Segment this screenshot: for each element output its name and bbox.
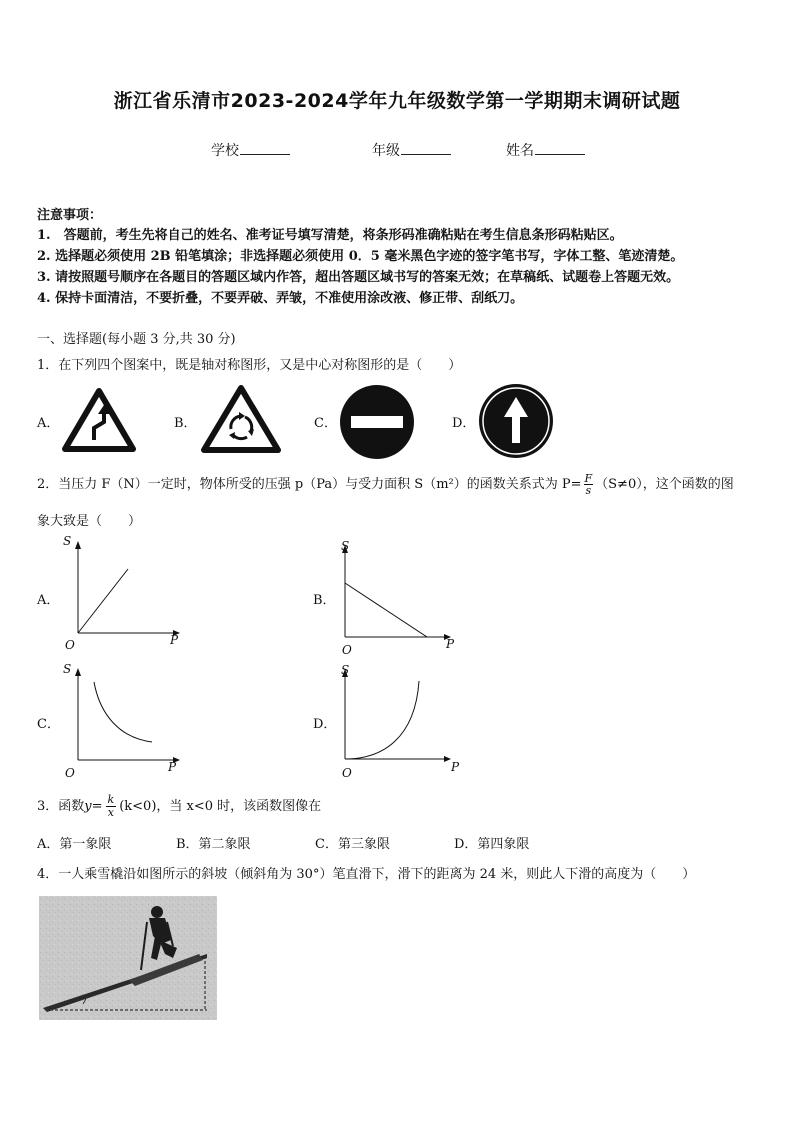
- q1-option-c: C．: [314, 416, 337, 431]
- q2-text-after: （S≠0），这个函数的图: [595, 477, 734, 492]
- q2-option-c: C．: [37, 717, 60, 732]
- notice-item-1: 1. 答题前，考生先将自己的姓名、准考证号填写清楚，将条形码准确粘贴在考生信息条形码粘贴区。: [37, 228, 623, 243]
- q2-line1: [37, 473, 734, 496]
- name-blank[interactable]: [535, 140, 585, 155]
- grade-label: 年级: [372, 143, 400, 159]
- grade-blank[interactable]: [401, 140, 451, 155]
- q2-a-axis-p: P: [170, 633, 179, 647]
- q2-d-axis-p: P: [451, 760, 460, 774]
- sled-slope-photo: [39, 896, 217, 1020]
- q1-sign-c: [339, 384, 415, 464]
- straight-ahead-sign-icon: [478, 383, 554, 459]
- q1-sign-a: [62, 388, 136, 456]
- notice-heading: 注意事项：: [37, 208, 103, 223]
- q2-c-curve: [94, 682, 152, 742]
- q1-option-d: D．: [452, 416, 476, 431]
- notice-item-3: 3. 请按照题号顺序在各题目的答题区域内作答，超出答题区域书写的答案无效；在草稿纸、试题卷上答题无效。: [37, 270, 680, 285]
- q3-func-left: y=: [84, 799, 103, 814]
- q3-frac-num: k: [107, 793, 115, 806]
- q2-text-before: 2．当压力 F（N）一定时，物体所受的压强 p（Pa）与受力面积 S（m²）的函数关系式为 P=: [37, 477, 582, 492]
- name-label: 姓名: [506, 143, 534, 159]
- q3-option-c: C．第三象限: [315, 837, 390, 852]
- q3-frac-den: x: [107, 806, 114, 819]
- q2-d-origin: O: [342, 766, 352, 780]
- q2-c-axis-s: S: [63, 662, 72, 676]
- school-blank[interactable]: [240, 140, 290, 155]
- notice-item-4: 4. 保持卡面清洁，不要折叠，不要弄破、弄皱，不准使用涂改液、修正带、刮纸刀。: [37, 291, 524, 306]
- q2-line2: 象大致是（ ）: [37, 514, 142, 529]
- q2-b-origin: O: [342, 643, 352, 657]
- q2-b-axis-p: P: [446, 637, 455, 651]
- no-entry-sign-icon: [339, 384, 415, 460]
- q2-a-axis-s: S: [63, 534, 72, 548]
- q3-condition: (k<0)，当 x<0 时，该函数图像在: [119, 799, 322, 814]
- roundabout-warning-sign-icon: [201, 385, 281, 453]
- q3-prefix: 3．函数: [37, 799, 85, 814]
- q2-option-d: D．: [313, 717, 337, 732]
- q2-a-line: [78, 569, 128, 633]
- q3-option-d: D．第四象限: [454, 837, 530, 852]
- school-label: 学校: [211, 143, 239, 159]
- section-heading: 一、选择题(每小题 3 分,共 30 分): [37, 332, 236, 347]
- q2-option-a: A．: [37, 593, 60, 608]
- page-title: 浙江省乐清市2023-2024学年九年级数学第一学期期末调研试题: [113, 90, 681, 112]
- q1-option-b: B．: [174, 416, 197, 431]
- q1-sign-b: [201, 385, 281, 457]
- q2-fraction: [584, 473, 594, 496]
- grade-field[interactable]: [372, 140, 451, 160]
- q2-b-line: [345, 583, 427, 637]
- school-field[interactable]: [211, 140, 290, 160]
- q2-c-axis-p: P: [168, 760, 177, 774]
- q3-option-a: A．第一象限: [37, 837, 112, 852]
- q2-d-axis-s: S: [341, 663, 350, 677]
- curve-warning-sign-icon: [62, 388, 136, 452]
- q2-d-curve: [345, 681, 419, 759]
- q2-b-axis-s: S: [341, 539, 350, 553]
- q1-text: 1．在下列四个图案中，既是轴对称图形，又是中心对称图形的是（ ）: [37, 358, 462, 373]
- q2-c-origin: O: [65, 766, 75, 780]
- q3-text: [37, 794, 321, 819]
- name-field[interactable]: [506, 140, 585, 160]
- notice-item-2: 2. 选择题必须使用 2B 铅笔填涂；非选择题必须使用 0．5 毫米黑色字迹的签字笔书写，字体工整、笔迹清楚。: [37, 249, 684, 264]
- q1-option-a: A．: [37, 416, 60, 431]
- q3-option-b: B．第二象限: [176, 837, 251, 852]
- q2-a-origin: O: [65, 638, 75, 652]
- q1-sign-d: [478, 383, 554, 463]
- q2-option-b: B．: [313, 593, 336, 608]
- q3-fraction: [106, 794, 117, 819]
- q4-text: 4．一人乘雪橇沿如图所示的斜坡（倾斜角为 30°）笔直滑下，滑下的距离为 24 米，则此人下滑的高度为（ ）: [37, 867, 696, 882]
- q2-frac-num: F: [584, 472, 593, 485]
- q2-frac-den: s: [585, 484, 592, 497]
